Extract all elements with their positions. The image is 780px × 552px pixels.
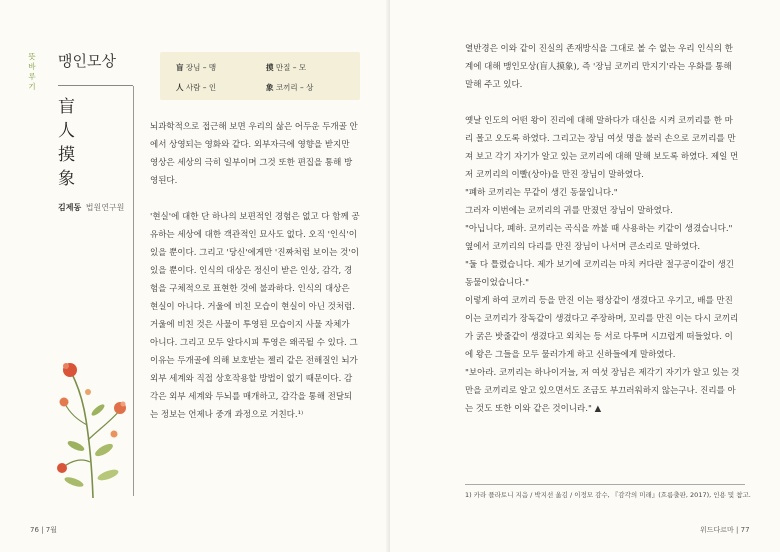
quote: "아닙니다, 폐하. 코끼리는 곡식을 까불 때 사용하는 키같이 생겼습니다."	[465, 224, 733, 234]
right-body-text	[465, 40, 740, 418]
hanja-char: 盲	[58, 97, 75, 117]
hanja-char: 象	[58, 169, 75, 189]
paragraph: 뇌과학적으로 접근해 보면 우리의 삶은 어두운 두개골 안에서 상영되는 영화와 같다. 외부자극에 영향을 받지만 영상은 세상의 극히 일부이며 그것 또한 편집을 통해 방영된다.	[150, 122, 358, 186]
section-label-char: 기	[28, 82, 36, 91]
quote: "보아라. 코끼리는 하나이거늘, 저 여섯 장님은 제각기 자기가 알고 있는 것만을 코끼리로 알고 있으면서도 조금도 부끄러워하지 않는구나. 진리를 아는 것도 또한 이와 같은 것이니라." ▲	[465, 368, 740, 414]
hanja-char: 人	[58, 121, 75, 141]
quote: "둘 다 틀렸습니다. 제가 보기에 코끼리는 마치 커다란 절구공이같이 생긴 동물이었습니다."	[465, 260, 735, 288]
paragraph: '현실'에 대한 단 하나의 보편적인 경험은 없고 다 함께 공유하는 세상에 대한 객관적인 묘사도 없다. 오직 '인식'이 있을 뿐이다. 그리고 '당신'에게만 '진짜처럼 보이는 것'이 있을 뿐이다. 인식의 대상은 정신이 받은 인상, 감각, 경험을 구체적으로 표현한 것에 불과하다. 인식의 대상은 현실이 아니다. 거울에 비친 모습이 현실이 아닌 것처럼. 거울에 비친 것은 사물이 투영된 모습이지 사물 자체가 아니다. 그리고 모두 알다시피 투영은 왜곡될 수 있다. 그 이유는 두개골에 의해 보호받는 젤리 같은 전해질인 뇌가 외부 세계와 직접 상호작용할 방법이 없기 때문이다. 감각은 외부 세계와 두뇌를 매개하고, 감각을 통해 전달되는 정보는 언제나 중개 과정으로 거친다.¹⁾	[150, 212, 360, 420]
quote: "폐하 코끼리는 무같이 생긴 동물입니다."	[465, 188, 618, 198]
gloss-reading: 장님 – 맹	[185, 63, 217, 72]
gloss-entry	[266, 62, 306, 73]
gloss-hanja: 象	[266, 83, 274, 92]
gloss-entry	[266, 82, 313, 93]
paragraph: 옛날 인도의 어떤 왕이 진리에 대해 말하다가 대신을 시켜 코끼리를 한 마리 몰고 오도록 하였다. 그리고는 장님 여섯 명을 불러 손으로 코끼리를 만져 보고 각기 자기가 알고 있는 코끼리에 대해 말해 보도록 하였다. 제일 먼저 코끼리의 이빨(상아)을 만진 장님이 말하였다.	[465, 116, 739, 180]
gloss-hanja: 人	[176, 83, 184, 92]
gloss-reading: 코끼리 – 상	[275, 83, 314, 92]
paragraph: 이렇게 하여 코끼리 등을 만진 이는 평상같이 생겼다고 우기고, 배를 만진 이는 코끼리가 장독같이 생겼다고 주장하며, 꼬리를 만진 이는 다시 코끼리가 굵은 밧줄같이 생겼다고 외치는 등 서로 다투며 시끄럽게 떠들었다. 이에 왕은 그들을 모두 물러가게 하고 신하들에게 말하였다.	[465, 296, 739, 360]
author-name: 김제동	[58, 203, 82, 212]
section-label-char: 루	[28, 72, 36, 81]
gloss-entry	[176, 82, 216, 93]
footnote-divider	[465, 484, 745, 485]
paragraph: 옆에서 코끼리의 다리를 만진 장님이 나서며 큰소리로 말하였다.	[465, 242, 701, 252]
paragraph: 그러자 이번에는 코끼리의 귀를 만졌던 장님이 말하였다.	[465, 206, 673, 216]
author-byline	[58, 202, 124, 213]
paragraph: 열반경은 이와 같이 진실의 존재방식을 그대로 볼 수 없는 우리 인식의 한계에 대해 맹인모상(盲人摸象), 즉 '장님 코끼리 만지기'라는 우화를 통해 말해 주고 있다.	[465, 44, 733, 90]
section-label-char: 바	[28, 62, 36, 71]
gloss-hanja: 摸	[266, 63, 274, 72]
gloss-reading: 사람 – 인	[185, 83, 217, 92]
gloss-reading: 만질 – 모	[275, 63, 307, 72]
section-label	[26, 52, 38, 92]
gloss-hanja: 盲	[176, 63, 184, 72]
section-label-char: 뜻	[28, 52, 36, 61]
article-title: 맹인모상	[58, 52, 116, 70]
left-body-text	[150, 118, 360, 424]
folio-right: 위드다르마 | 77	[700, 526, 750, 534]
flower-illustration	[48, 350, 138, 500]
title-divider	[58, 85, 133, 86]
right-page	[390, 0, 780, 552]
folio-left: 76 | 7월	[30, 526, 57, 534]
hanja-char: 摸	[58, 145, 75, 165]
author-affiliation: 법원연구원	[85, 203, 125, 212]
title-hanja	[58, 95, 75, 191]
hanja-gloss-box	[160, 52, 360, 100]
gloss-entry	[176, 62, 216, 73]
footnote: 1) 카라 플라토니 지음 / 박지선 옮김 / 이정모 감수, 『감각의 미래』(흐름출판, 2017), 인용 및 참고.	[465, 491, 751, 499]
